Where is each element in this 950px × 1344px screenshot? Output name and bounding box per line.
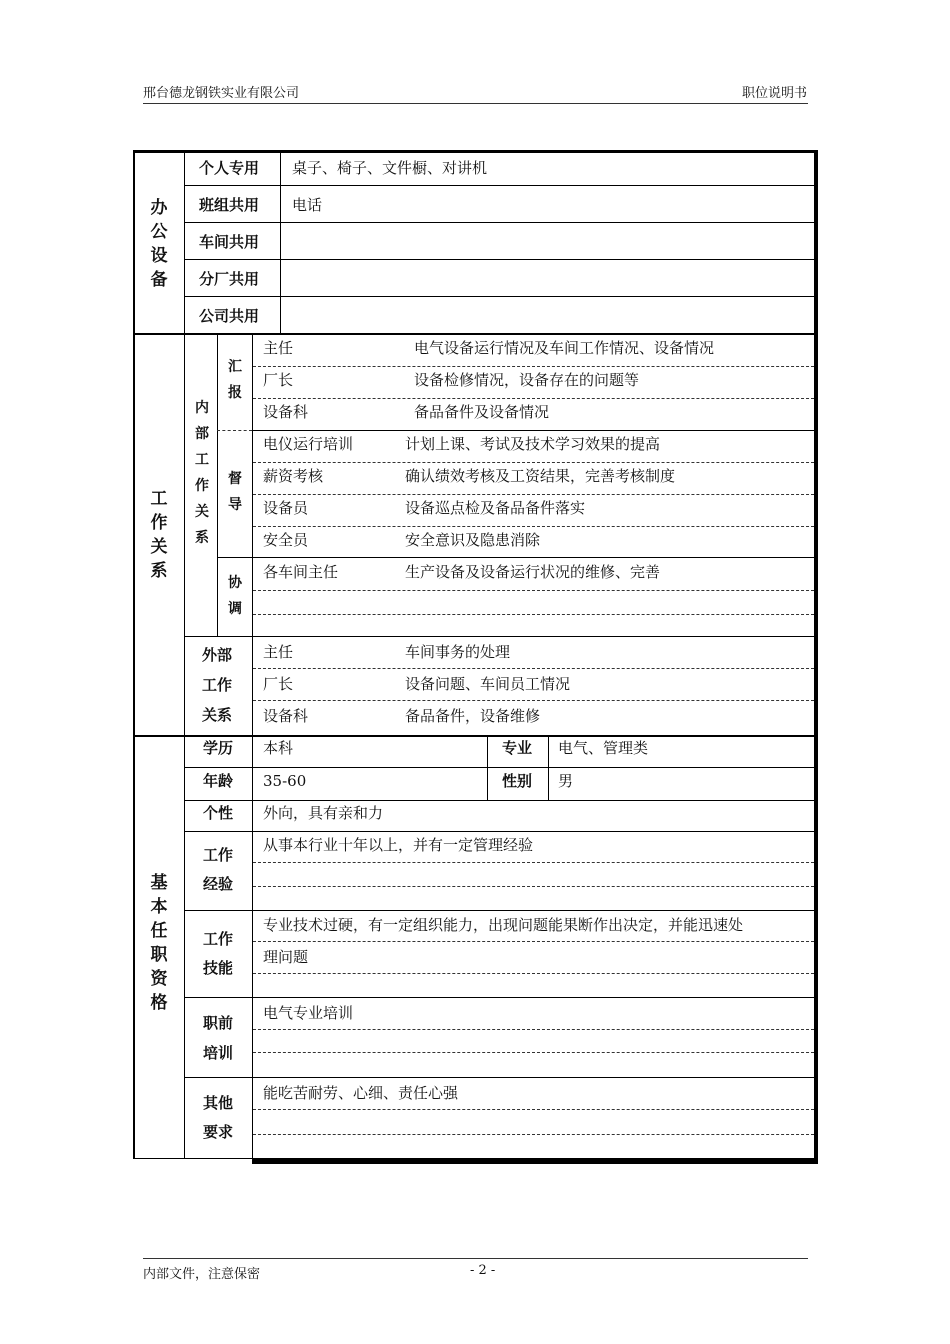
supervise-who: 安全员 bbox=[263, 531, 309, 549]
gender-label: 性别 bbox=[502, 772, 533, 790]
coordinate-who: 各车间主任 bbox=[263, 563, 339, 581]
age-value: 35-60 bbox=[263, 772, 307, 790]
coordinate-what: 生产设备及设备运行状况的维修、完善 bbox=[405, 563, 661, 581]
office-label-workshop: 车间共用 bbox=[199, 233, 260, 251]
table-border-top bbox=[133, 150, 818, 153]
section-qualifications: 基本任职资格 bbox=[150, 873, 168, 1013]
other-label-1: 其他 bbox=[203, 1094, 234, 1112]
external-label-1: 外部 bbox=[202, 646, 233, 664]
experience-label-1: 工作 bbox=[203, 846, 234, 864]
external-what: 备品备件，设备维修 bbox=[405, 707, 541, 725]
education-value: 本科 bbox=[263, 739, 294, 757]
experience-value: 从事本行业十年以上，并有一定管理经验 bbox=[263, 836, 534, 854]
skills-label-1: 工作 bbox=[203, 930, 234, 948]
supervise-who: 设备员 bbox=[263, 499, 309, 517]
supervise-label: 督导 bbox=[228, 471, 242, 513]
supervise-what: 确认绩效考核及工资结果，完善考核制度 bbox=[405, 467, 676, 485]
internal-relations-label: 内部工作关系 bbox=[195, 400, 209, 546]
skills-label-2: 技能 bbox=[203, 959, 234, 977]
office-value-team: 电话 bbox=[292, 196, 323, 214]
education-label: 学历 bbox=[203, 739, 234, 757]
document-title: 职位说明书 bbox=[741, 86, 807, 101]
other-value: 能吃苦耐劳、心细、责任心强 bbox=[263, 1084, 459, 1102]
other-label-2: 要求 bbox=[203, 1123, 234, 1141]
report-what: 电气设备运行情况及车间工作情况、设备情况 bbox=[414, 339, 715, 357]
external-who: 主任 bbox=[263, 643, 294, 661]
header-rule bbox=[143, 103, 808, 104]
report-who: 主任 bbox=[263, 339, 294, 357]
table-border-left bbox=[133, 150, 135, 1158]
office-value-personal: 桌子、椅子、文件橱、对讲机 bbox=[292, 159, 488, 177]
report-who: 厂长 bbox=[263, 371, 294, 389]
page-number: - 2 - bbox=[470, 1263, 496, 1278]
external-label-2: 工作 bbox=[202, 676, 233, 694]
major-label: 专业 bbox=[502, 739, 533, 757]
footer-note: 内部文件，注意保密 bbox=[143, 1267, 261, 1282]
skills-value-line1: 专业技术过硬，有一定组织能力，出现问题能果断作出决定，并能迅速处 bbox=[263, 916, 744, 934]
age-label: 年龄 bbox=[203, 772, 234, 790]
external-what: 车间事务的处理 bbox=[405, 643, 511, 661]
footer-rule bbox=[143, 1258, 808, 1259]
skills-value-line2: 理问题 bbox=[263, 948, 309, 966]
coordinate-label: 协调 bbox=[228, 575, 242, 617]
experience-label-2: 经验 bbox=[203, 875, 234, 893]
personality-value: 外向，具有亲和力 bbox=[263, 804, 384, 822]
section-work-relations: 工作关系 bbox=[150, 489, 168, 581]
company-name: 邢台德龙钢铁实业有限公司 bbox=[143, 86, 300, 101]
report-what: 设备检修情况，设备存在的问题等 bbox=[414, 371, 640, 389]
office-label-company: 公司共用 bbox=[199, 307, 260, 325]
external-label-3: 关系 bbox=[202, 706, 233, 724]
supervise-what: 计划上课、考试及技术学习效果的提高 bbox=[405, 435, 661, 453]
report-what: 备品备件及设备情况 bbox=[414, 403, 550, 421]
training-label-1: 职前 bbox=[203, 1014, 234, 1032]
supervise-what: 设备巡点检及备品备件落实 bbox=[405, 499, 586, 517]
office-label-personal: 个人专用 bbox=[199, 159, 260, 177]
supervise-what: 安全意识及隐患消除 bbox=[405, 531, 541, 549]
report-label: 汇报 bbox=[228, 359, 242, 401]
supervise-who: 薪资考核 bbox=[263, 467, 324, 485]
table-border-bottom bbox=[252, 1158, 818, 1164]
office-label-team: 班组共用 bbox=[199, 196, 260, 214]
external-who: 设备科 bbox=[263, 707, 309, 725]
gender-value: 男 bbox=[558, 772, 574, 790]
supervise-who: 电仪运行培训 bbox=[263, 435, 354, 453]
office-label-branch: 分厂共用 bbox=[199, 270, 260, 288]
training-label-2: 培训 bbox=[203, 1044, 234, 1062]
report-who: 设备科 bbox=[263, 403, 309, 421]
major-value: 电气、管理类 bbox=[558, 739, 649, 757]
external-what: 设备问题、车间员工情况 bbox=[405, 675, 571, 693]
training-value: 电气专业培训 bbox=[263, 1004, 354, 1022]
section-office-equipment: 办公设备 bbox=[150, 198, 168, 290]
table-border-right bbox=[814, 150, 818, 1164]
external-who: 厂长 bbox=[263, 675, 294, 693]
personality-label: 个性 bbox=[203, 804, 234, 822]
